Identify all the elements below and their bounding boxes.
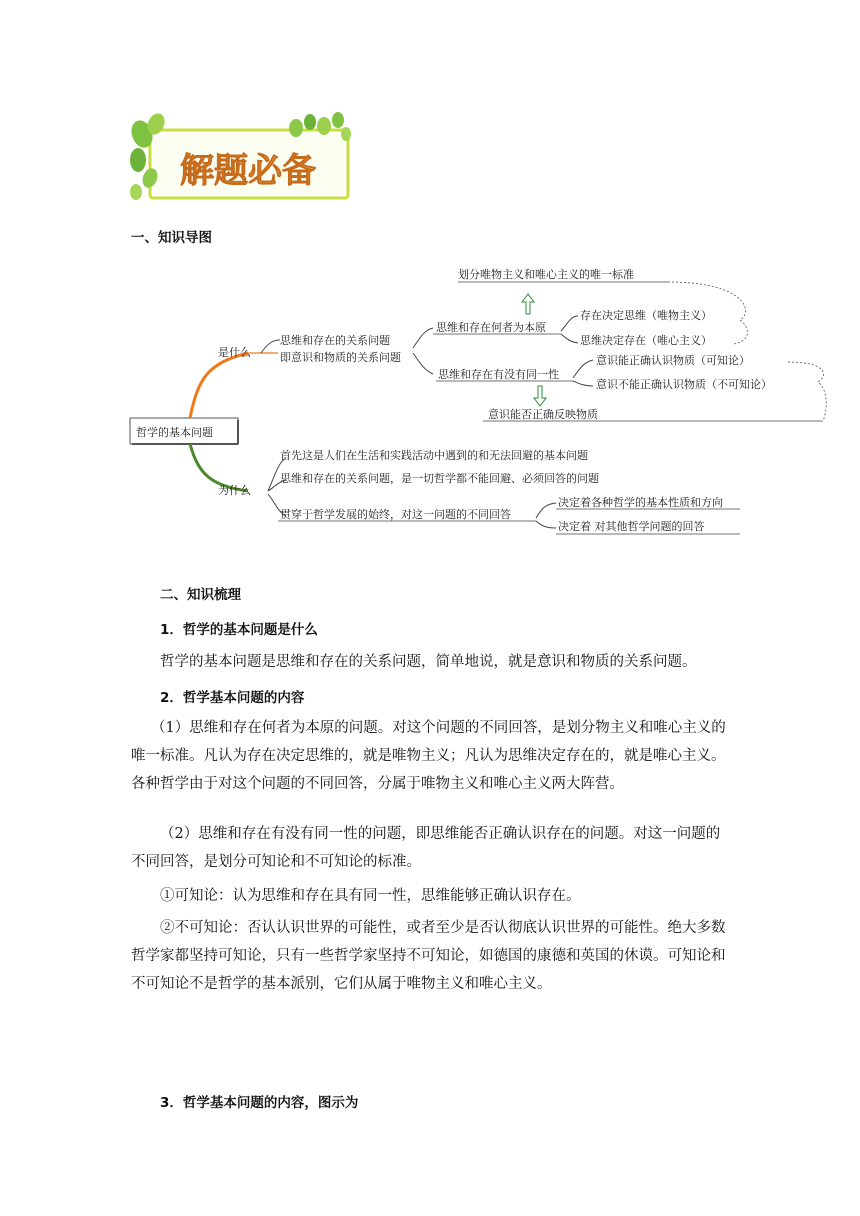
mindmap-what-label: 是什么 xyxy=(218,346,251,359)
mindmap-why-reason3: 贯穿于哲学发展的始终，对这一问题的不同回答 xyxy=(280,508,511,521)
paragraph-5: ②不可知论：否认认识世界的可能性，或者至少是否认彻底认识世界的可能性。绝大多数哲学家都坚持可知论，只有一些哲学家坚持不可知论，如德国的康德和英国的休谟。可知论和不可知论不是哲学的基本派别，它们从属于唯物主义和唯心主义。 xyxy=(131,920,726,992)
mindmap-unknowable: 意识不能正确认识物质（不可知论） xyxy=(596,378,772,391)
paragraph-2: （1）思维和存在何者为本原的问题。对这个问题的不同回答，是划分物主义和唯心主义的唯一标准。凡认为存在决定思维的，就是唯物主义；凡认为思维决定存在的，就是唯心主义。各种哲学由于对这个问题的不同回答，分属于唯物主义和唯心主义两大阵营。 xyxy=(131,720,726,792)
mindmap-why-label: 为什么 xyxy=(218,484,251,497)
mindmap-decide1: 决定着各种哲学的基本性质和方向 xyxy=(558,496,723,509)
mindmap-materialism: 存在决定思维（唯物主义） xyxy=(580,309,712,322)
paragraph-4: ①可知论：认为思维和存在具有同一性，思维能够正确认识存在。 xyxy=(160,888,581,904)
mindmap-relation-line2: 即意识和物质的关系问题 xyxy=(280,351,401,364)
banner-header xyxy=(128,112,354,206)
mindmap-idealism: 思维决定存在（唯心主义） xyxy=(580,334,712,347)
subheading-2: 2．哲学基本问题的内容 xyxy=(160,690,305,706)
section-heading-review: 二、知识梳理 xyxy=(160,587,241,603)
mindmap-why-reason2: 思维和存在的关系问题，是一切哲学都不能回避、必须回答的问题 xyxy=(280,472,599,485)
down-arrow-icon xyxy=(534,386,546,406)
mindmap-identity-question: 思维和存在有没有同一性 xyxy=(438,368,559,381)
up-arrow-icon xyxy=(522,294,534,314)
mind-map xyxy=(128,258,828,548)
mindmap-relation-line1: 思维和存在的关系问题 xyxy=(280,334,390,347)
mindmap-decide2: 决定着 对其他哲学问题的回答 xyxy=(558,520,705,533)
mindmap-reflect: 意识能否正确反映物质 xyxy=(488,408,598,421)
mindmap-sole-standard: 划分唯物主义和唯心主义的唯一标准 xyxy=(458,268,634,281)
mindmap-root: 哲学的基本问题 xyxy=(136,426,213,439)
subheading-1: 1．哲学的基本问题是什么 xyxy=(160,622,318,638)
mindmap-origin-question: 思维和存在何者为本原 xyxy=(436,321,546,334)
subheading-3: 3．哲学基本问题的内容，图示为 xyxy=(160,1095,359,1111)
paragraph-1: 哲学的基本问题是思维和存在的关系问题，简单地说，就是意识和物质的关系问题。 xyxy=(160,654,697,670)
paragraph-3: （2）思维和存在有没有同一性的问题，即思维能否正确认识存在的问题。对这一问题的不同回答，是划分可知论和不可知论的标准。 xyxy=(131,826,721,870)
banner-title: 解题必备 xyxy=(180,151,316,191)
mindmap-why-reason1: 首先这是人们在生活和实践活动中遇到的和无法回避的基本问题 xyxy=(280,449,588,462)
mindmap-knowable: 意识能正确认识物质（可知论） xyxy=(596,354,750,367)
section-heading-mindmap: 一、知识导图 xyxy=(131,230,212,246)
